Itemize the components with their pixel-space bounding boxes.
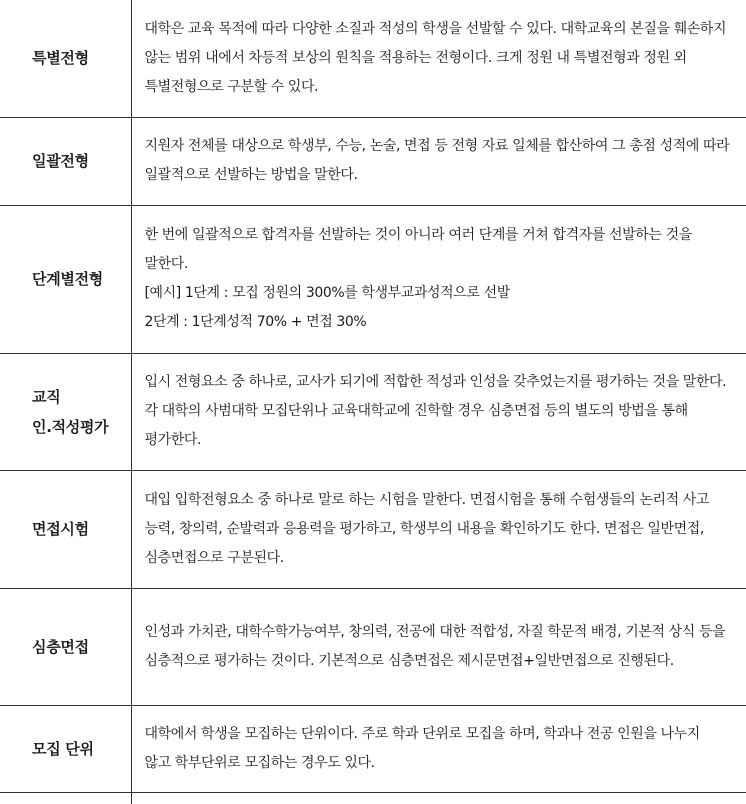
term-cell [0,117,131,205]
definition-text: 대학은 교육 목적에 따라 다양한 소질과 적성의 학생을 선발할 수 있다. 대학교육의 본질을 훼손하지 않는 범위 내에서 차등적 보상의 원칙을 적용하는 전형이다. 크게 정원 내 특별전형과 정원 외 특별전형으로 구분할 수 있다. [144,20,727,95]
table-row-special-admission [0,0,746,117]
term-cell [0,705,131,792]
term-label: 특별전형 [32,49,89,68]
table-row-teacher-aptitude [0,353,746,470]
definition-cell [131,0,746,117]
term-cell [0,205,131,353]
table-row-stepwise-admission [0,205,746,353]
table-row-interview-exam [0,470,746,588]
term-label: 일괄전형 [32,152,89,170]
definition-cell [131,705,746,792]
definition-example-step2: 2단계 : 1단계성적 70% + 면접 30% [144,314,367,330]
table-row-in-depth-interview [0,588,746,705]
term-label: 모집 단위 [32,739,94,758]
term-label: 면접시험 [32,520,89,538]
term-cell [0,353,131,470]
term-label: 단계별전형 [32,270,103,288]
term-label: 심층면접 [32,637,89,656]
definition-text: 입시 전형요소 중 하나로, 교사가 되기에 적합한 적성과 인성을 갖추었는지를 평가하는 것을 말한다. 각 대학의 사범대학 모집단위나 교육대학교에 진학할 경우 심층면접 등의 별도의 방법을 통해 평가한다. [144,374,727,448]
term-cell [0,470,131,588]
definition-cell [131,353,746,470]
term-label-line1: 교직 [32,387,61,406]
definition-text: 지원자 전체를 대상으로 학생부, 수능, 논술, 면접 등 전형 자료 일체를 합산하여 그 총점 성적에 따라 일괄적으로 선발하는 방법을 말한다. [144,138,730,183]
table-row-continuation [0,792,746,804]
definition-cell-empty [131,792,746,804]
term-label-line2: 인.적성평가 [32,417,109,436]
term-cell [0,588,131,705]
term-cell [0,0,131,117]
definition-text: 한 번에 일괄적으로 합격자를 선발하는 것이 아니라 여러 단계를 거쳐 합격자를 선발하는 것을 말한다. [144,227,692,272]
table-row-lump-admission [0,117,746,205]
term-cell-empty [0,792,131,804]
definition-text: 대학에서 학생을 모집하는 단위이다. 주로 학과 단위로 모집을 하며, 학과나 전공 인원을 나누지 않고 학부단위로 모집하는 경우도 있다. [144,725,700,771]
table-row-recruitment-unit [0,705,746,792]
definition-cell [131,470,746,588]
definition-cell [131,117,746,205]
definition-text: 인성과 가치관, 대학수학가능여부, 창의력, 전공에 대한 적합성, 자질 학문적 배경, 기본적 상식 등을 심층적으로 평가하는 것이다. 기본적으로 심층면접은 제시문면접+일반면접으로 진행된다. [144,623,726,669]
definition-cell [131,205,746,353]
definition-example-step1: [예시] 1단계 : 모집 정원의 300%를 학생부교과성적으로 선발 [144,285,510,301]
definition-cell [131,588,746,705]
definition-text: 대입 입학전형요소 중 하나로 말로 하는 시험을 말한다. 면접시험을 통해 수험생들의 논리적 사고 능력, 창의력, 순발력과 응용력을 평가하고, 학생부의 내용을 확인하기도 한다. 면접은 일반면접, 심층면접으로 구분된다. [144,491,709,566]
